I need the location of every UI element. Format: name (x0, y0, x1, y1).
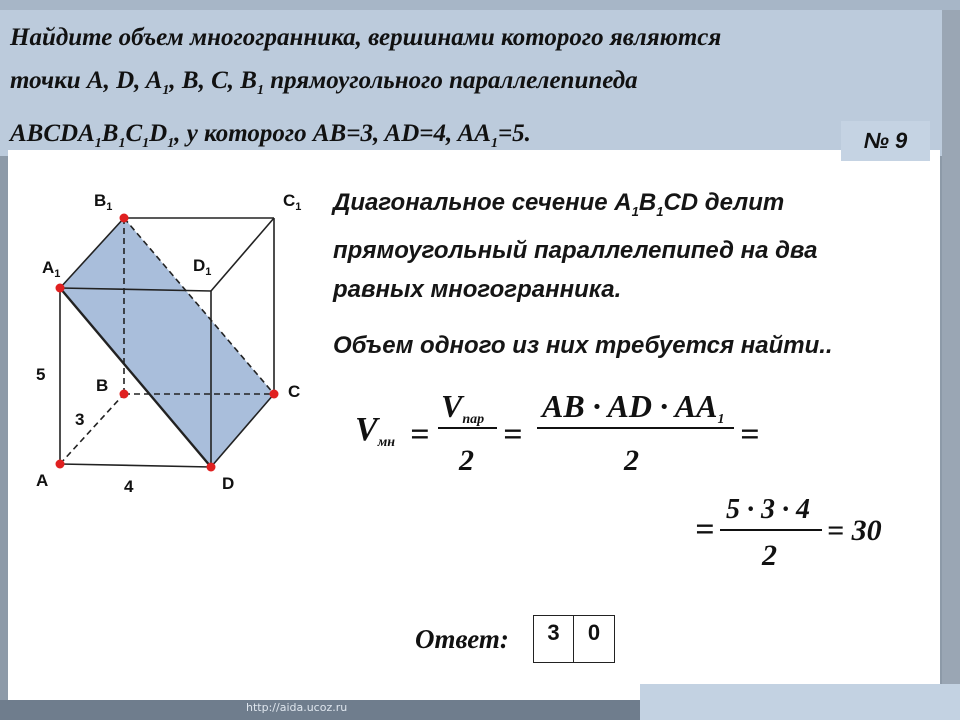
problem-line-3: $ABCDA_1B_1C_1D_1$, у которого AB=3, AD=4, $AA_1=5$. (10, 120, 531, 151)
label-edge-3: 3 (75, 410, 85, 429)
formula-eq-1: = (410, 416, 430, 453)
answer-digit-2: 0 (587, 620, 601, 645)
formula-eq-3: = (740, 416, 760, 453)
description-line-2: прямоугольный параллелепипед на два (333, 236, 818, 264)
formula-eq-4: = (695, 511, 715, 548)
answer-label: Ответ: (415, 624, 509, 654)
footer-url[interactable]: http://aida.ucoz.ru (246, 701, 348, 714)
description-line-1: Диагональное сечение $A_1B_1CD$ делит (333, 189, 785, 219)
label-D1: $D_1$ (193, 256, 212, 278)
formula-num1: Vпар (441, 388, 485, 427)
problem-line-2: точки A, D, $A_1$, B, C, $B_1$ прямоугольного параллелепипеда (10, 67, 638, 98)
formula-V: Vмн (355, 411, 396, 450)
formula-line2-num: 5 · 3 · 4 (726, 494, 810, 525)
label-A1: $A_1$ (42, 258, 61, 280)
answer-digit-1: 3 (534, 616, 574, 662)
label-C1: $C_1$ (283, 191, 302, 213)
footer-decoration (640, 684, 960, 720)
formula-eq-2: = (503, 416, 523, 453)
formula-num2: AB · AD · AA1 (542, 388, 725, 427)
formula-line2-den: 2 (762, 539, 777, 572)
label-edge-4: 4 (124, 477, 134, 496)
formula-result: = 30 (827, 514, 882, 547)
label-edge-5: 5 (36, 365, 46, 384)
label-B1: $B_1$ (94, 191, 113, 213)
label-C: C (288, 382, 301, 401)
formula-den1: 2 (459, 444, 474, 477)
description-line-3: равных многогранника. (333, 275, 622, 303)
answer-box (533, 615, 615, 663)
problem-line-1: Найдите объем многогранника, вершинами которого являются (10, 24, 722, 51)
label-A: A (36, 471, 49, 490)
requirement-text: Объем одного из них требуется найти.. (333, 332, 833, 359)
label-D: D (222, 474, 235, 493)
label-B: B (96, 376, 109, 395)
problem-number-badge: № 9 (841, 121, 930, 161)
formula-den2: 2 (624, 444, 639, 477)
